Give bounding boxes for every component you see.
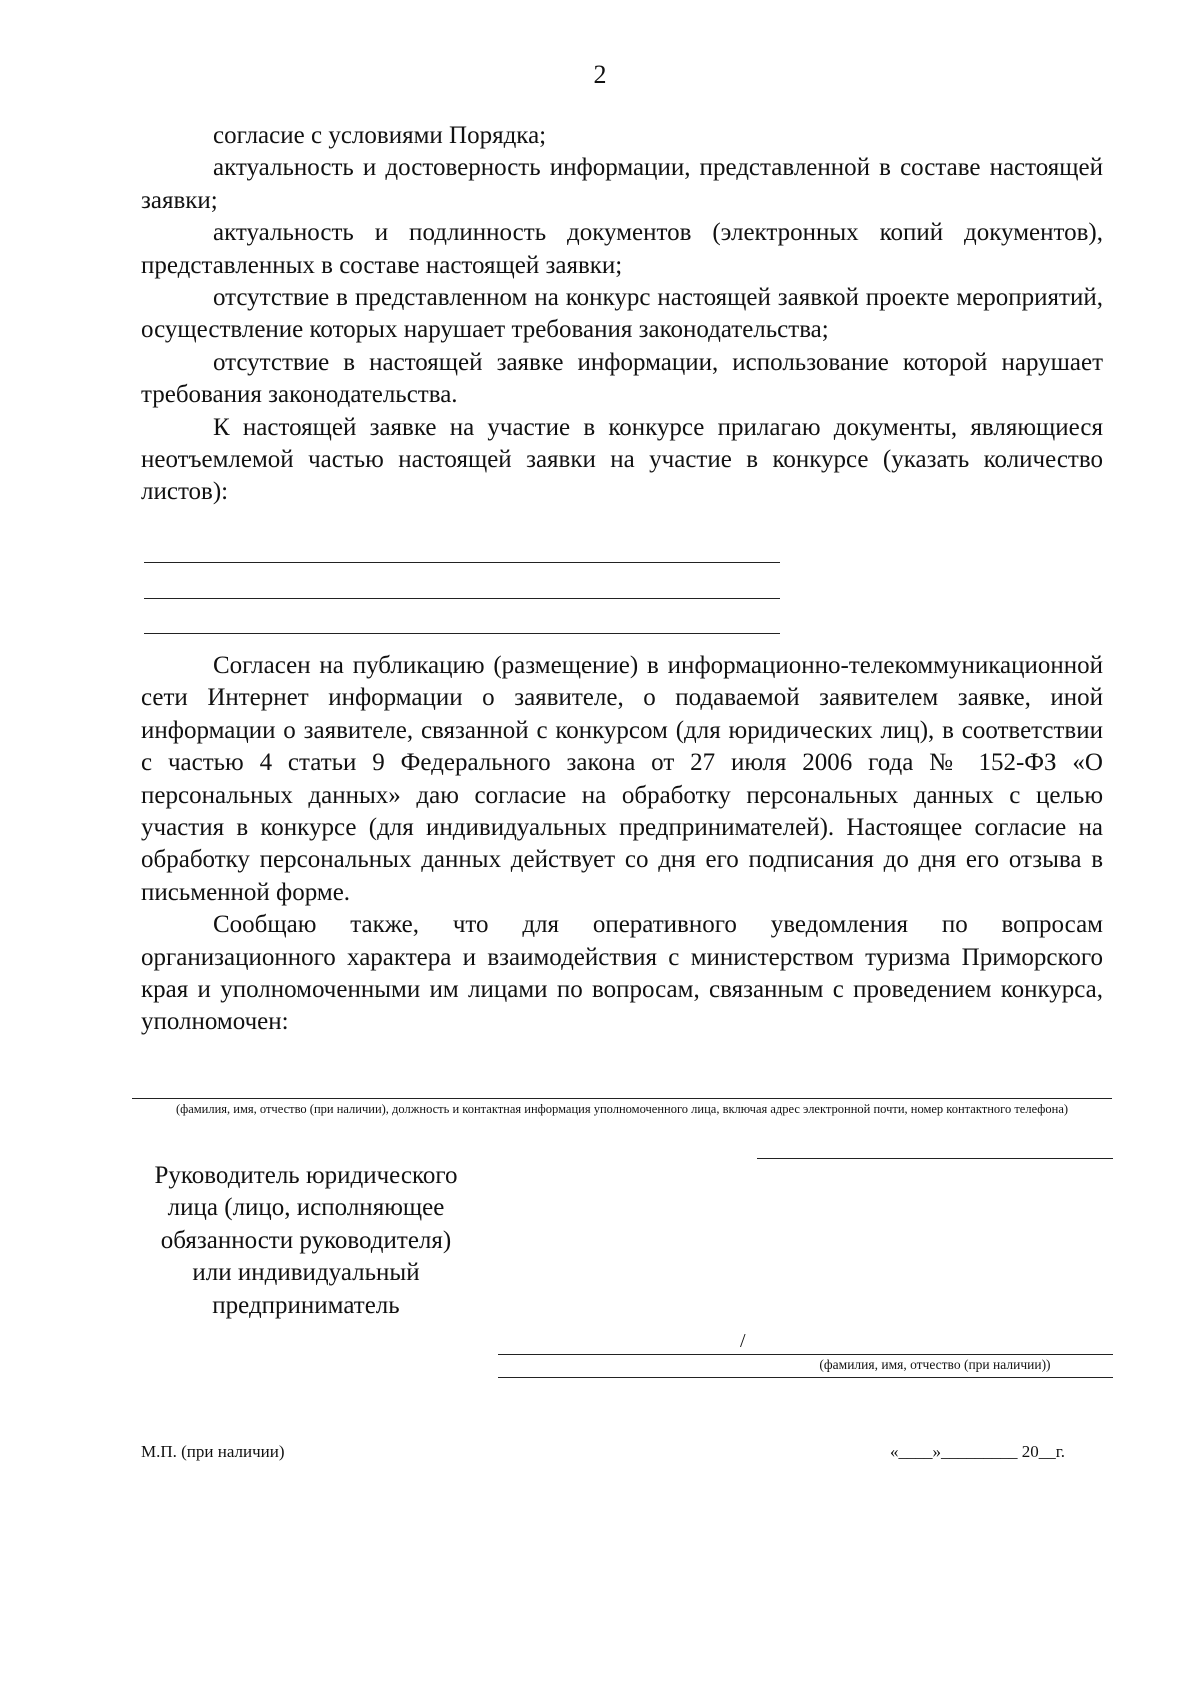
attachment-line-1[interactable] xyxy=(144,562,780,563)
signatory-title: Руководитель юридического лица (лицо, исполняющее обязанности руководителя) или индивидуальный предприниматель xyxy=(154,1162,458,1319)
contact-extra-line[interactable] xyxy=(757,1158,1113,1159)
stamp-label: М.П. (при наличии) xyxy=(141,1442,285,1461)
paragraph-no-violating-measures: отсутствие в представленном на конкурс настоящей заявкой проекте мероприятий, осуществление которых нарушает требования законодательства; xyxy=(141,284,1103,344)
application-body xyxy=(141,120,1103,509)
contact-person-line[interactable] xyxy=(132,1098,1112,1099)
paragraph-information-accuracy: актуальность и достоверность информации, представленной в составе настоящей заявки; xyxy=(141,154,1103,214)
paragraph-document-authenticity: актуальность и подлинность документов (электронных копий документов), представленных в составе настоящей заявки; xyxy=(141,219,1103,279)
consent-section xyxy=(141,650,1103,1039)
name-line[interactable] xyxy=(498,1377,1113,1378)
attachment-line-3[interactable] xyxy=(144,633,780,634)
paragraph-publication-consent: Согласен на публикацию (размещение) в информационно-телекоммуникационной сети Интернет информации о заявителе, о подаваемой заявителем заявке, иной информации о заявителе, связанной с конкурсом (для юридических лиц), в соответствии с частью 4 статьи 9 Федерального закона от 27 июля 2006 года № 152-ФЗ «О персональных данных» даю согласие на обработку персональных данных с целью участия в конкурсе (для индивидуальных предпринимателей). Настоящее согласие на обработку персональных данных действует со дня его подписания до дня его отзыва в письменной форме. xyxy=(141,652,1103,906)
date-line[interactable]: «____»_________ 20__г. xyxy=(890,1442,1066,1461)
signature-slash: / xyxy=(740,1330,746,1352)
paragraph-consent-conditions: согласие с условиями Порядка; xyxy=(213,122,547,149)
contact-caption: (фамилия, имя, отчество (при наличии), должность и контактная информация уполномоченного лица, включая адрес электронной почти, номер контактного телефона) xyxy=(175,1102,1069,1116)
name-caption: (фамилия, имя, отчество (при наличии)) xyxy=(819,1357,1051,1372)
attachment-line-2[interactable] xyxy=(144,598,780,599)
paragraph-attached-documents: К настоящей заявке на участие в конкурсе прилагаю документы, являющиеся неотъемлемой частью настоящей заявки на участие в конкурсе (указать количество листов): xyxy=(141,413,1103,506)
page-number: 2 xyxy=(593,60,607,89)
paragraph-authorized-contact: Сообщаю также, что для оперативного уведомления по вопросам организационного характера и взаимодействия с министерством туризма Приморского края и уполномоченными им лицами по вопросам, связанным с проведением конкурса, уполномочен: xyxy=(141,911,1103,1036)
paragraph-no-violating-information: отсутствие в настоящей заявке информации, использование которой нарушает требования законодательства. xyxy=(141,348,1103,409)
signature-line[interactable] xyxy=(498,1354,1113,1355)
